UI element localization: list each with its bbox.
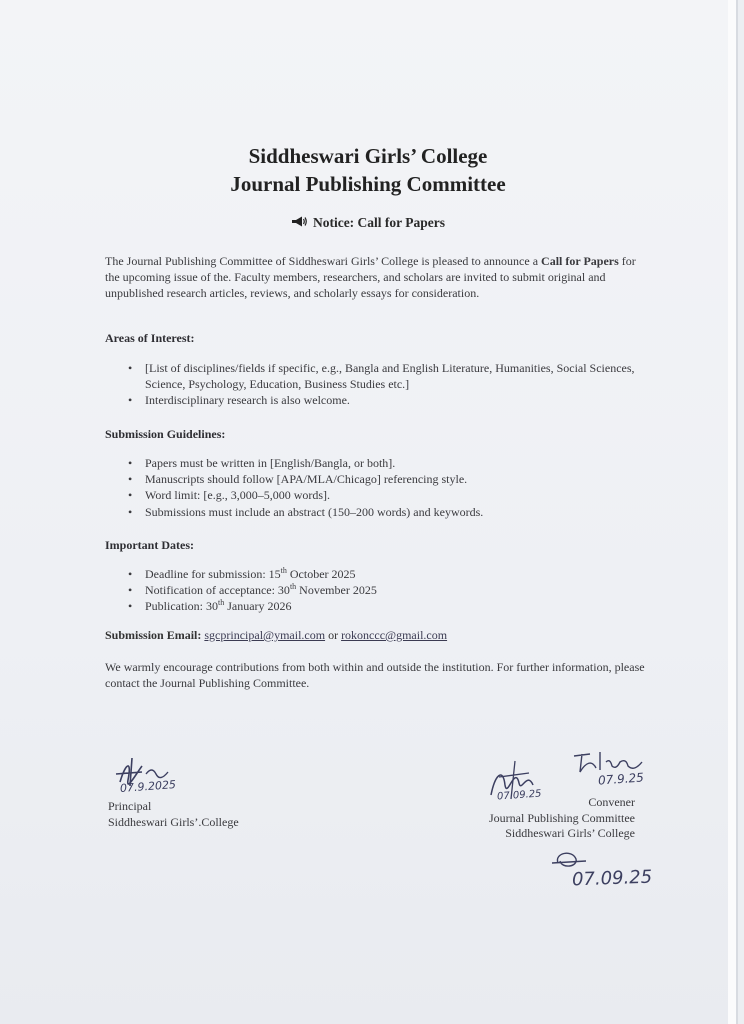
dates-list — [128, 566, 648, 615]
convener-title: Convener — [588, 795, 635, 809]
principal-title: Principal — [108, 799, 152, 813]
convener-handwritten-date-mid: 07.09.25 — [496, 788, 542, 803]
list-item-text: [List of disciplines/fields if specific, e.g., Bangla and English Literature, Humanities, Social Sciences, Science, Psychology, Education, Business Studies etc.] — [145, 361, 635, 392]
intro-text-2: for the upcoming issue of the. Faculty members, researchers, and scholars are invited to submit original and unpublished research articles, reviews, and scholarly essays for consideration. — [105, 254, 636, 301]
list-item-deadline: • Deadline for submission: 15th October 2025 — [128, 566, 356, 581]
submission-email-row — [105, 628, 447, 643]
college-title: Siddheswari Girls’ College — [248, 144, 488, 168]
principal-signature-block — [108, 798, 239, 830]
notify-rest: November 2025 — [296, 583, 377, 598]
principal-org: Siddheswari Girls’.College — [108, 815, 239, 829]
notify-sup: th — [289, 582, 297, 592]
deadline-label: Deadline for submission: 15 — [145, 567, 281, 581]
areas-list — [128, 360, 648, 409]
pub-label: Publication: 30 — [145, 599, 218, 614]
guidelines-list — [128, 455, 648, 520]
closing-paragraph: We warmly encourage contributions from both within and outside the institution. For further information, please contact the Journal Publishing Committee. — [105, 660, 645, 691]
list-item-text: Submissions must include an abstract (150–200 words) and keywords. — [145, 504, 484, 519]
list-item: • Word limit: [e.g., 3,000–5,000 words]. — [128, 488, 331, 503]
notice-title: Notice: Call for Papers — [312, 215, 446, 230]
committee-title: Journal Publishing Committee — [230, 172, 506, 196]
guidelines-heading: Submission Guidelines: — [105, 427, 226, 441]
secondary-email-link[interactable]: rokonccc@gmail.com — [341, 628, 448, 642]
email-joiner: or — [328, 628, 339, 642]
dates-heading: Important Dates: — [105, 538, 194, 552]
list-item-notification: • Notification of acceptance: 30th November 2025 — [128, 582, 377, 598]
list-item-text: Papers must be written in [English/Bangla, or both]. — [145, 456, 396, 470]
megaphone-icon — [291, 215, 307, 231]
convener-committee: Journal Publishing Committee — [489, 810, 635, 825]
primary-email-link[interactable]: sgcprincipal@ymail.com — [204, 628, 326, 642]
pub-rest: January 2026 — [224, 599, 292, 614]
list-item: • Papers must be written in [English/Bangla, or both]. — [128, 456, 396, 470]
convener-signature-block — [460, 795, 635, 842]
bottom-handwritten-date: 07.09.25 — [571, 866, 653, 891]
convener-handwritten-date-top: 07.9.25 — [597, 770, 645, 788]
pub-sup: th — [218, 598, 225, 608]
areas-heading: Areas of Interest: — [105, 331, 195, 345]
convener-org: Siddheswari Girls’ College — [505, 826, 635, 840]
list-item-text: Word limit: [e.g., 3,000–5,000 words]. — [145, 488, 331, 503]
list-item: • Interdisciplinary research is also welcome. — [128, 393, 350, 408]
email-label: Submission Email: — [105, 628, 202, 642]
intro-text-1: The Journal Publishing Committee of Siddheswari Girls’ College is pleased to announce a — [105, 254, 542, 268]
intro-paragraph — [105, 253, 645, 302]
list-item-publication: • Publication: 30th January 2026 — [128, 598, 292, 614]
list-item-text: Interdisciplinary research is also welcome. — [145, 393, 350, 408]
deadline-rest: October 2025 — [286, 567, 356, 581]
list-item: • [List of disciplines/fields if specific, e.g., Bangla and English Literature, Humanities, Social Sciences, Science, Psychology, Education, Business Studies etc.] — [128, 361, 635, 392]
list-item-text: Manuscripts should follow [APA/MLA/Chicago] referencing style. — [145, 472, 468, 487]
list-item: • Manuscripts should follow [APA/MLA/Chicago] referencing style. — [128, 472, 468, 487]
list-item: • Submissions must include an abstract (150–200 words) and keywords. — [128, 504, 484, 519]
principal-handwritten-date: 07.9.2025 — [119, 778, 177, 795]
intro-bold: Call for Papers — [541, 254, 619, 268]
notify-label: Notification of acceptance: 30 — [145, 583, 290, 598]
notice-title-row — [0, 215, 736, 231]
deadline-sup: th — [280, 566, 287, 575]
